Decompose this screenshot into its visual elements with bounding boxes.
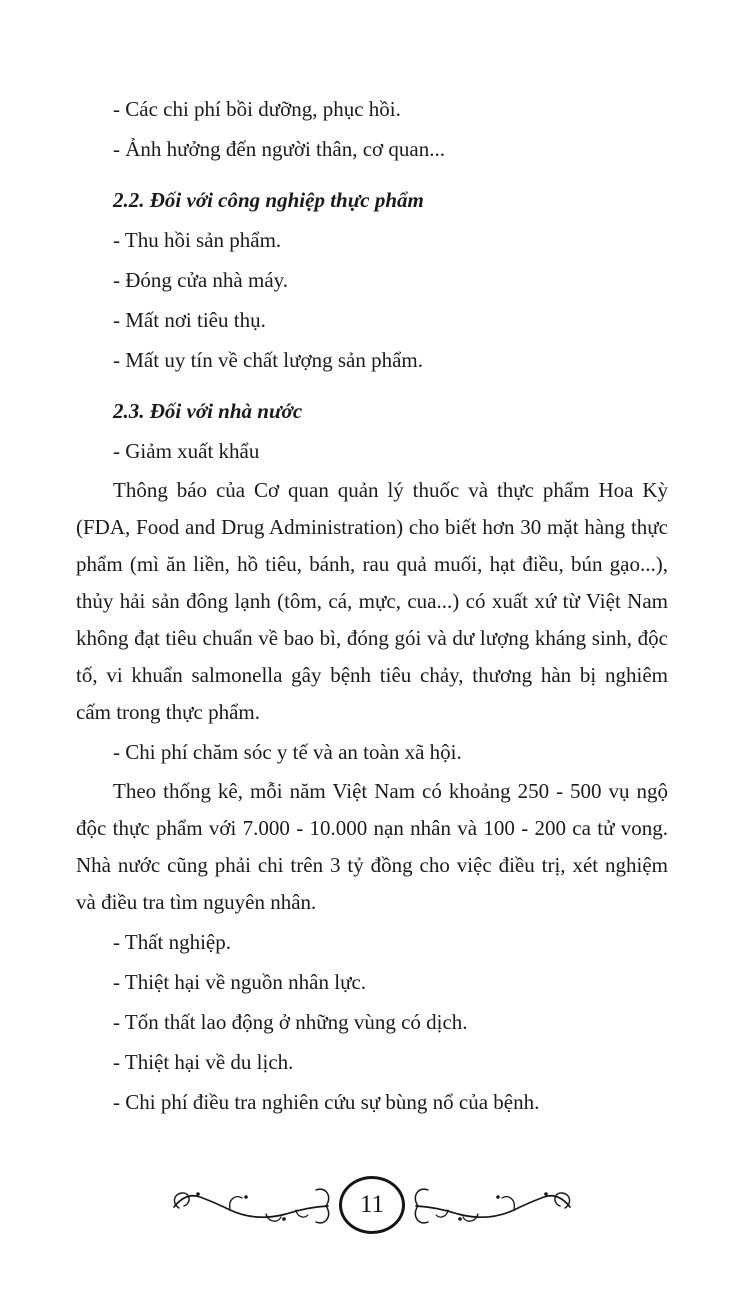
bullet-line: - Mất nơi tiêu thụ. — [113, 308, 266, 332]
bullet-line: - Thất nghiệp. — [113, 930, 232, 954]
bullet-line: - Đóng cửa nhà máy. — [113, 268, 289, 292]
page-number: 11 — [359, 1191, 385, 1218]
section-heading: 2.2. Đối với công nghiệp thực phẩm — [113, 188, 424, 212]
bullet-line: - Giảm xuất khẩu — [113, 439, 260, 463]
bullet-line: - Thu hồi sản phẩm. — [113, 228, 282, 252]
page-number-badge — [339, 1176, 405, 1234]
bullet-line: - Tổn thất lao động ở những vùng có dịch. — [113, 1010, 468, 1034]
bullet-line: - Mất uy tín về chất lượng sản phẩm. — [113, 348, 424, 372]
flourish-right-icon — [411, 1177, 576, 1233]
bullet-line: - Thiệt hại về du lịch. — [113, 1050, 294, 1074]
page-footer — [0, 1176, 744, 1234]
section-heading: 2.3. Đối với nhà nước — [113, 399, 303, 423]
bullet-line: - Chi phí chăm sóc y tế và an toàn xã hội. — [113, 740, 462, 764]
body-paragraph: Theo thống kê, mỗi năm Việt Nam có khoảng 250 - 500 vụ ngộ độc thực phẩm với 7.000 - 10.000 nạn nhân và 100 - 200 ca tử vong. Nhà nước cũng phải chi trên 3 tỷ đồng cho việc điều trị, xét nghiệm và điều tra tìm nguyên nhân. — [76, 779, 668, 914]
bullet-line: - Ảnh hưởng đến người thân, cơ quan... — [113, 137, 445, 161]
bullet-line: - Chi phí điều tra nghiên cứu sự bùng nổ của bệnh. — [113, 1090, 540, 1114]
body-paragraph: Thông báo của Cơ quan quản lý thuốc và thực phẩm Hoa Kỳ (FDA, Food and Drug Administration) cho biết hơn 30 mặt hàng thực phẩm (mì ăn liền, hồ tiêu, bánh, rau quả muối, hạt điều, bún gạo...), thủy hải sản đông lạnh (tôm, cá, mực, cua...) có xuất xứ từ Việt Nam không đạt tiêu chuẩn về bao bì, đóng gói và dư lượng kháng sinh, độc tố, vi khuẩn salmonella gây bệnh tiêu chảy, thương hàn bị nghiêm cấm trong thực phẩm. — [76, 478, 668, 724]
bullet-line: - Các chi phí bồi dưỡng, phục hồi. — [113, 97, 401, 121]
bullet-line: - Thiệt hại về nguồn nhân lực. — [113, 970, 367, 994]
flourish-left-icon — [168, 1177, 333, 1233]
